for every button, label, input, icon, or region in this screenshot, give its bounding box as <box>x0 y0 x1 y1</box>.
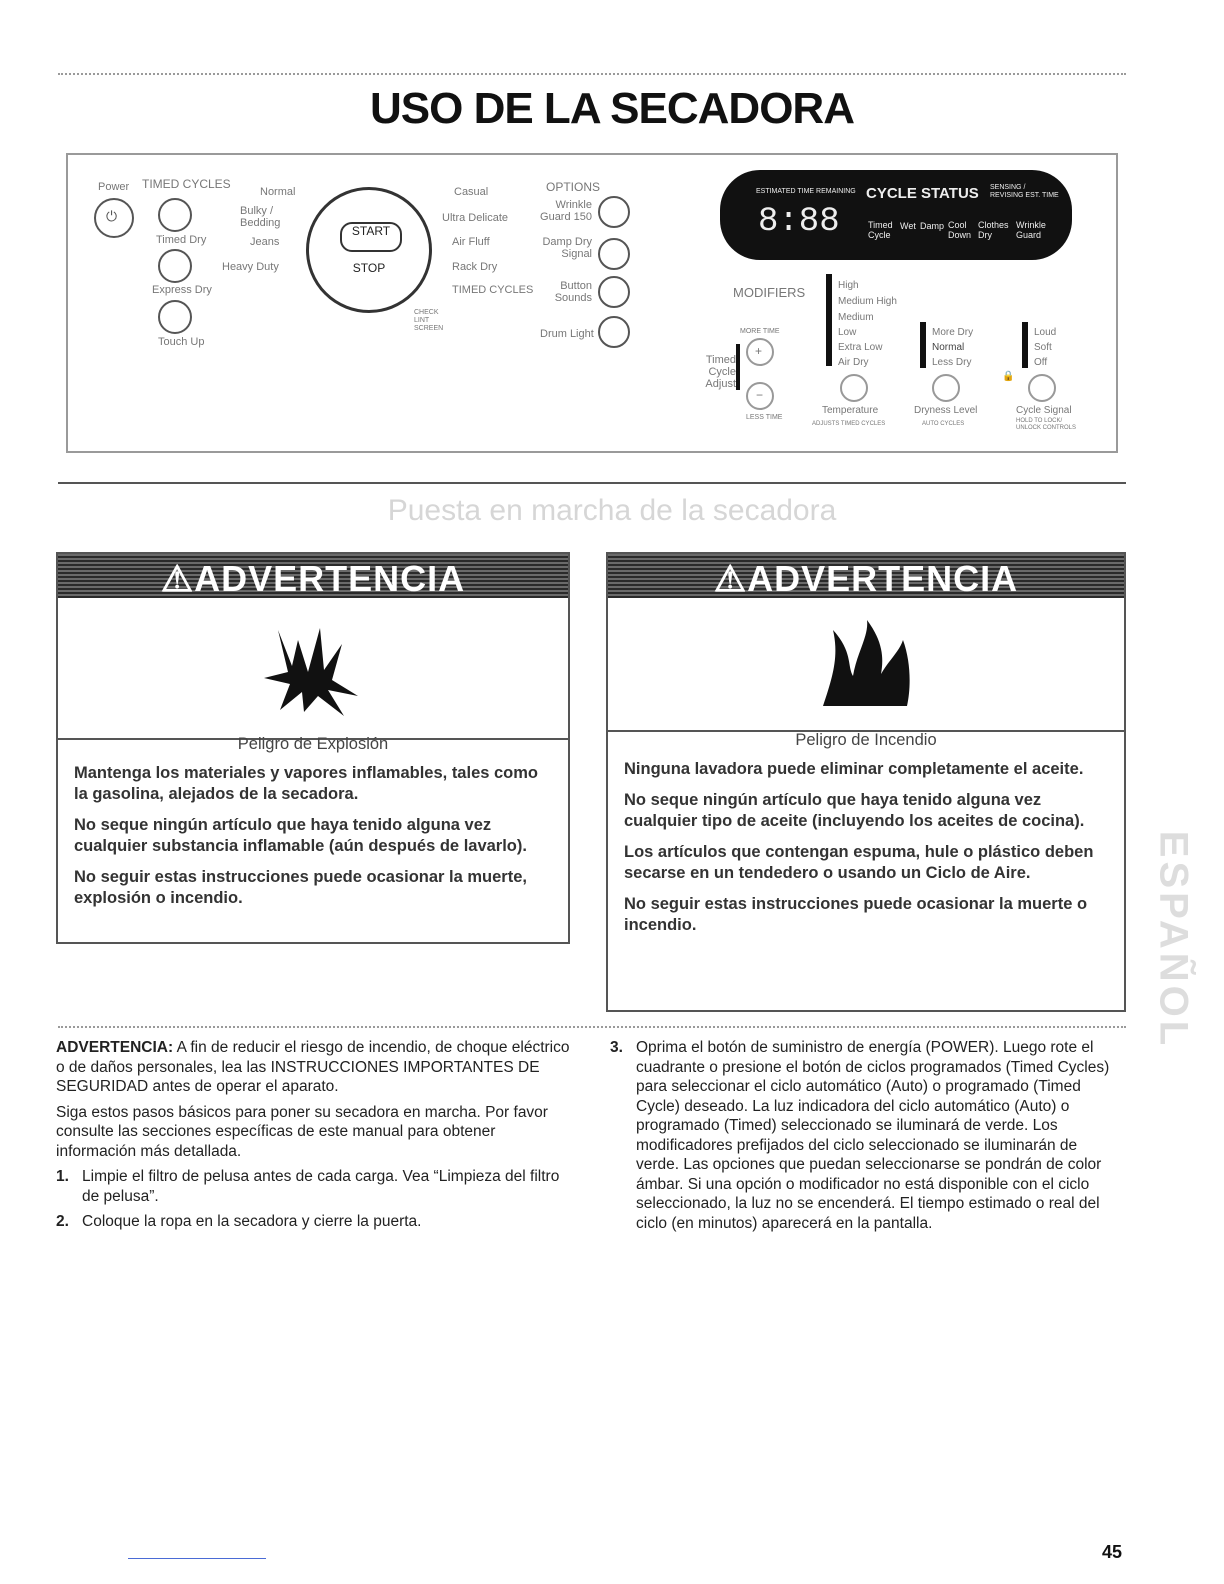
body-dotted-rule <box>58 1026 1126 1028</box>
page-title: USO DE LA SECADORA <box>370 84 854 133</box>
temperature-level-bar <box>826 274 832 366</box>
option-drum-light: Drum Light <box>540 328 594 340</box>
dryness-more-dry: More Dry <box>932 327 974 338</box>
stop-label: STOP <box>352 261 386 275</box>
temp-extra-low: Extra Low <box>838 342 883 353</box>
temperature-label: Temperature <box>822 405 879 416</box>
intro-paragraph: Siga estos pasos básicos para poner su secadora en marcha. Por favor consulte las secciones específicas de este manual para obtener información más detallada. <box>56 1103 548 1160</box>
temp-high: High <box>838 280 859 291</box>
touch-up-button[interactable] <box>158 300 192 334</box>
dryness-normal: Normal <box>932 342 965 353</box>
sensing-label: SENSING / REVISING EST. TIME <box>990 184 1059 199</box>
cycle-status-label: CYCLE STATUS <box>866 185 979 202</box>
page-number: 45 <box>1102 1542 1123 1562</box>
status-clothes-dry: Clothes Dry <box>978 220 1009 240</box>
signal-level-bar <box>1022 322 1028 368</box>
status-cool-down: Cool Down <box>948 220 972 240</box>
timed-cycle-adjust-label: Timed Cycle Adjust <box>705 354 736 390</box>
more-time-label: MORE TIME <box>740 328 780 335</box>
signal-off: Off <box>1034 357 1048 368</box>
warning-paragraph: Los artículos que contengan espuma, hule o plástico deben secarse en un tendedero o usando un Ciclo de Aire. <box>624 843 1094 882</box>
cycle-ultra-delicate: Ultra Delicate <box>442 212 509 224</box>
explosion-icon <box>258 620 368 720</box>
language-side-tab: ESPAÑOL <box>1151 830 1196 1050</box>
est-time-label: ESTIMATED TIME REMAINING <box>756 188 856 195</box>
dryness-level-bar <box>920 322 926 368</box>
list-item: 1. Limpie el filtro de pelusa antes de cada carga. Vea “Limpieza del filtro de pelusa”. <box>56 1168 560 1205</box>
cycle-signal-button[interactable] <box>1028 374 1056 402</box>
signal-loud: Loud <box>1034 327 1057 338</box>
warning-body <box>74 734 552 919</box>
warning-paragraph: No seque ningún artículo que haya tenido alguna vez cualquier substancia inflamable (aún después de lavarlo). <box>74 816 527 855</box>
modifiers-title: MODIFIERS <box>733 285 806 300</box>
temp-low: Low <box>838 327 857 338</box>
status-wrinkle-guard: Wrinkle Guard <box>1016 220 1046 240</box>
cycle-signal-label: Cycle Signal <box>1016 405 1072 416</box>
option-wrinkle-guard: Wrinkle Guard 150 <box>540 199 592 223</box>
dryness-less-dry: Less Dry <box>932 357 972 368</box>
signal-soft: Soft <box>1034 342 1052 353</box>
stop-button[interactable] <box>340 262 398 274</box>
warning-paragraph: Mantenga los materiales y vapores inflamables, tales como la gasolina, alejados de la secadora. <box>74 764 539 803</box>
hazard-title: Peligro de Incendio <box>795 731 937 749</box>
left-column <box>56 1038 570 1238</box>
power-icon: ⏻ <box>106 208 118 224</box>
warning-paragraph: No seque ningún artículo que haya tenido alguna vez cualquier tipo de aceite (incluyendo los aceites de cocina). <box>624 791 1085 830</box>
list-item: 3. Oprima el botón de suministro de energía (POWER). Luego rote el cuadrante o presione el botón de ciclos programados (Timed Cycles) para seleccionar el ciclo automático (Auto) o programado (Timed Cycle) deseado. La luz indicadora del ciclo automático (Auto) o programado (Timed) seleccionado se iluminará de verde. Los modificadores prefijados del ciclo seleccionado se iluminarán de verde. Las opciones que puedan seleccionarse se pondrán de color ámbar. Si una opción o modificador no está disponible con el ciclo seleccionado, la luz no se encenderá. El tiempo estimado o real del ciclo (en minutos) aparecerá en la pantalla. <box>610 1039 1110 1232</box>
status-damp: Damp <box>920 221 945 231</box>
timed-adjust-bar <box>736 344 740 390</box>
warning-header <box>58 554 568 598</box>
dryness-sub: AUTO CYCLES <box>922 421 965 427</box>
warning-title: ⚠ADVERTENCIA <box>713 558 1019 599</box>
explosion-icon-area <box>58 600 568 740</box>
status-timed-cycle: Timed Cycle <box>868 220 893 240</box>
list-item: 2. Coloque la ropa en la secadora y cierre la puerta. <box>56 1213 422 1230</box>
warning-box-explosion <box>56 552 570 944</box>
cycle-rack-dry: Rack Dry <box>452 261 498 273</box>
express-dry-button[interactable] <box>158 249 192 283</box>
drum-light-button[interactable] <box>598 316 630 348</box>
touch-up-label: Touch Up <box>158 336 205 348</box>
temp-medium: Medium <box>838 312 874 323</box>
options-title: OPTIONS <box>546 180 601 194</box>
cycle-heavy-duty: Heavy Duty <box>222 261 279 273</box>
warning-paragraph: Ninguna lavadora puede eliminar completamente el aceite. <box>624 760 1084 778</box>
safety-note <box>56 1038 570 1097</box>
option-damp-dry-signal: Damp Dry Signal <box>542 236 592 260</box>
temp-medium-high: Medium High <box>838 296 897 307</box>
footer-rule <box>128 1558 266 1559</box>
warning-paragraph: No seguir estas instrucciones puede ocasionar la muerte, explosión o incendio. <box>74 868 527 907</box>
hazard-title: Peligro de Explosión <box>237 735 389 753</box>
top-dotted-rule <box>58 73 1126 75</box>
cycle-signal-sub: HOLD TO LOCK/ UNLOCK CONTROLS <box>1016 418 1077 431</box>
temperature-button[interactable] <box>840 374 868 402</box>
start-button[interactable] <box>340 222 402 252</box>
check-lint-label: CHECK LINT SCREEN <box>414 309 444 332</box>
less-time-label: LESS TIME <box>746 414 783 421</box>
cycle-air-fluff: Air Fluff <box>452 236 490 248</box>
cycle-jeans: Jeans <box>250 236 280 248</box>
warning-body <box>624 730 1108 946</box>
option-button-sounds: Button Sounds <box>554 280 592 304</box>
button-sounds-button[interactable] <box>598 276 630 308</box>
damp-dry-signal-button[interactable] <box>598 238 630 270</box>
cycle-normal: Normal <box>260 186 296 198</box>
timed-cycles-label: TIMED CYCLES <box>142 177 231 191</box>
start-label: START <box>351 224 391 238</box>
lock-icon: 🔒 <box>1002 371 1015 382</box>
timed-dry-button[interactable] <box>158 198 192 232</box>
safety-note-label: ADVERTENCIA: <box>56 1039 174 1056</box>
wrinkle-guard-button[interactable] <box>598 196 630 228</box>
warning-title: ⚠ADVERTENCIA <box>160 558 466 599</box>
dryness-level-label: Dryness Level <box>914 405 978 416</box>
section-heading: Puesta en marcha de la secadora <box>387 494 837 527</box>
warning-paragraph: No seguir estas instrucciones puede ocasionar la muerte o incendio. <box>624 895 1088 934</box>
power-label: Power <box>98 181 130 193</box>
status-wet: Wet <box>900 221 916 231</box>
warning-header <box>608 554 1124 598</box>
minus-icon: − <box>756 388 764 402</box>
time-readout: 8:88 <box>758 203 840 241</box>
section-rule <box>58 482 1126 484</box>
right-column <box>610 1038 1114 1239</box>
safety-note-text: A fin de reducir el riesgo de incendio, de choque eléctrico o de daños personales, lea las INSTRUCCIONES IMPORTANTES DE SEGURIDAD antes de operar el aparato. <box>56 1039 570 1095</box>
cycle-casual: Casual <box>454 186 489 198</box>
dryness-level-button[interactable] <box>932 374 960 402</box>
status-display <box>720 170 1072 260</box>
temperature-sub: ADJUSTS TIMED CYCLES <box>812 421 886 427</box>
timed-dry-label: Timed Dry <box>156 234 207 246</box>
warning-box-fire <box>606 552 1126 1012</box>
timed-cycles-bracket-label: TIMED CYCLES <box>452 284 534 296</box>
fire-icon <box>813 616 923 716</box>
fire-icon-area <box>608 600 1124 732</box>
plus-icon: + <box>755 344 763 358</box>
cycle-bulky-bedding: Bulky / Bedding <box>240 205 281 229</box>
temp-air-dry: Air Dry <box>838 357 869 368</box>
express-dry-label: Express Dry <box>152 284 212 296</box>
